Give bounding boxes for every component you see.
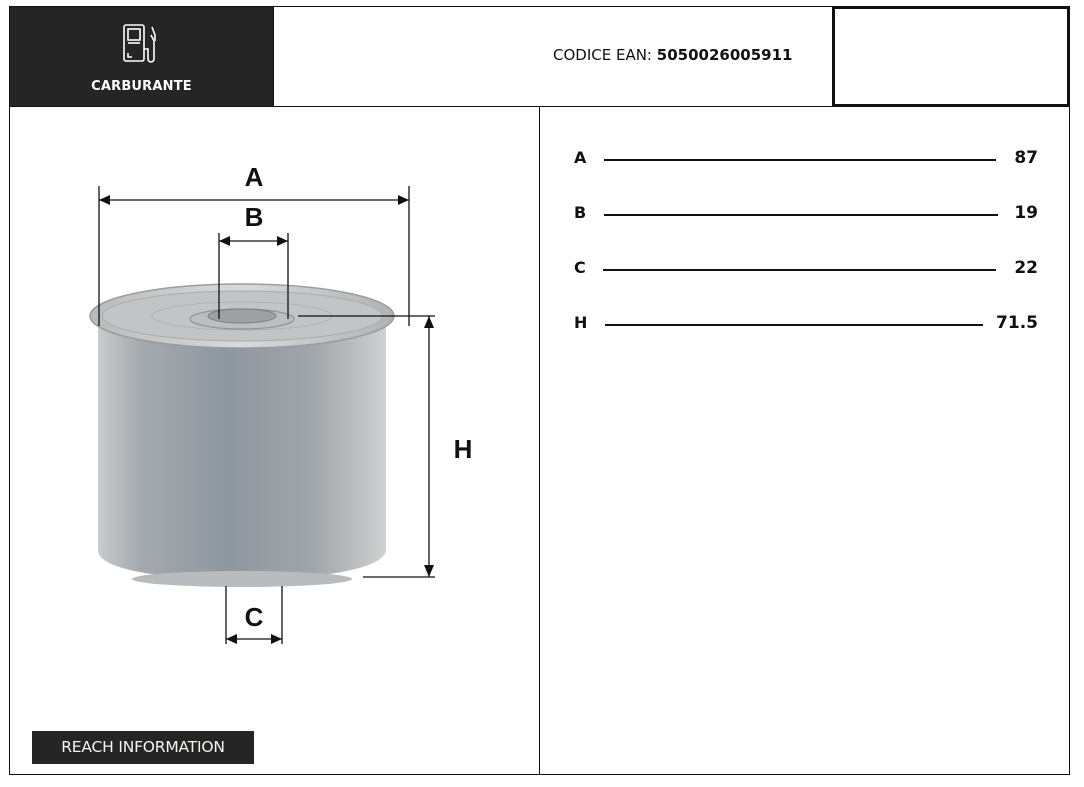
dim-label-c: C	[244, 602, 264, 632]
reach-information-button[interactable]: REACH INFORMATION	[32, 731, 254, 764]
dim-label-b: B	[244, 202, 264, 232]
leader-line	[604, 214, 998, 216]
product-sheet	[9, 6, 1070, 775]
ean-cell	[273, 6, 832, 107]
drawing-panel	[9, 106, 540, 775]
leader-line	[604, 159, 996, 161]
dim-label-h: H	[453, 434, 473, 464]
ean-code	[553, 46, 792, 64]
filter-technical-drawing	[70, 156, 490, 656]
dimension-letter: A	[574, 148, 587, 167]
dimension-value: 87	[1014, 148, 1038, 168]
dimension-letter: B	[574, 203, 587, 222]
dimension-letter: C	[574, 258, 586, 277]
leader-line	[605, 324, 983, 326]
dimension-value: 71.5	[996, 313, 1038, 333]
dimension-row-h	[574, 313, 1038, 337]
category-label: CARBURANTE	[91, 79, 192, 94]
fuel-pump-icon	[122, 23, 162, 65]
dimension-row-c	[574, 258, 1038, 282]
dimension-value: 19	[1014, 203, 1038, 223]
empty-header-box	[832, 6, 1070, 107]
dimension-letter: H	[574, 313, 588, 332]
dimension-row-a	[574, 148, 1038, 172]
dim-label-a: A	[244, 162, 264, 192]
dimension-value: 22	[1014, 258, 1038, 278]
dimensions-panel	[539, 106, 1070, 775]
ean-label: CODICE EAN:	[553, 46, 652, 64]
category-tile	[9, 6, 274, 107]
dimension-row-b	[574, 203, 1038, 227]
ean-value: 5050026005911	[656, 46, 793, 64]
leader-line	[603, 269, 996, 271]
